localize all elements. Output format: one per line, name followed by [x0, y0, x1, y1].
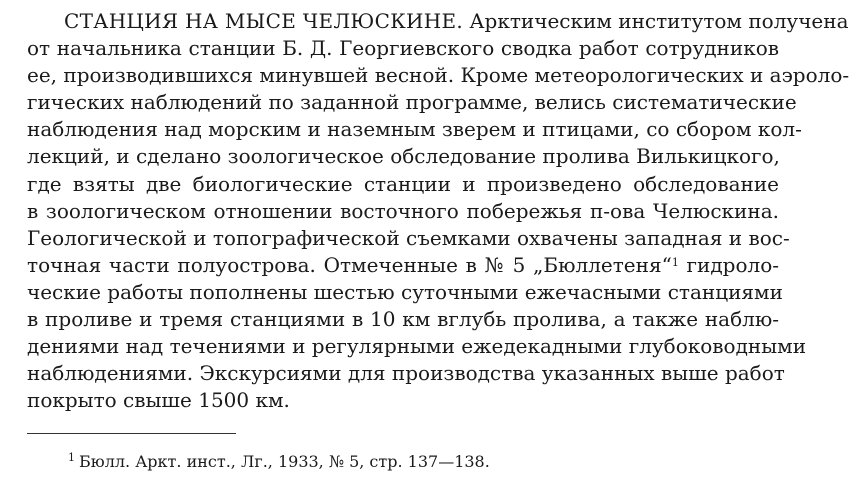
article-line-4: гических наблюдений по заданной программе, велись систематические [27, 90, 797, 115]
footnote-reference-marker[interactable]: 1 [671, 255, 679, 269]
article-line-10 [27, 252, 779, 279]
article-heading: СТАНЦИЯ НА МЫСЕ ЧЕЛЮСКИНЕ. [64, 9, 464, 33]
footnote [68, 451, 490, 473]
article-line-7: где взяты две биологические станции и произведено обследование [27, 171, 779, 196]
article-line-10-text: точная части полуострова. Отмеченные в № 5 „Бюллетеня“ [27, 252, 672, 277]
article-line-5: наблюдения над морским и наземным зверем и птицами, со сбором кол- [27, 117, 802, 142]
article-line-2: от начальника станции Б. Д. Георгиевского сводка работ сотрудников [27, 36, 779, 61]
article-line-13: дениями над течениями и регулярными ежедекадными глубоководными [27, 334, 807, 359]
article-line-3: ее, производившихся минувшей весной. Кроме метеорологических и аэроло- [27, 63, 849, 88]
article-line-15: покрыто свыше 1500 км. [27, 388, 290, 413]
article-line-8: в зоологическом отношении восточного побережья п-ова Челюскина. [27, 198, 779, 223]
article-body [27, 8, 849, 414]
article-line-11: ческие работы пополнены шестью суточными ежечасными станциями [27, 279, 783, 304]
article-line-9: Геологической и топографической съемками охвачены западная и вос- [27, 225, 790, 250]
article-line-12: в проливе и тремя станциями в 10 км вглубь пролива, а также наблю- [27, 307, 779, 332]
article-line-14: наблюдениями. Экскурсиями для производства указанных выше работ [27, 361, 785, 386]
article-line-6: лекций, и сделано зоологическое обследование пролива Вилькицкого, [27, 144, 780, 169]
footnote-marker: 1 [68, 451, 75, 464]
article-line-1 [27, 8, 849, 35]
article-line-10-tail: гидроло- [678, 252, 779, 277]
footnote-divider [27, 433, 236, 434]
footnote-text: Бюлл. Аркт. инст., Лг., 1933, № 5, стр. 137—138. [79, 452, 490, 471]
article-line-1-text: Арктическим институтом получена [463, 9, 849, 33]
